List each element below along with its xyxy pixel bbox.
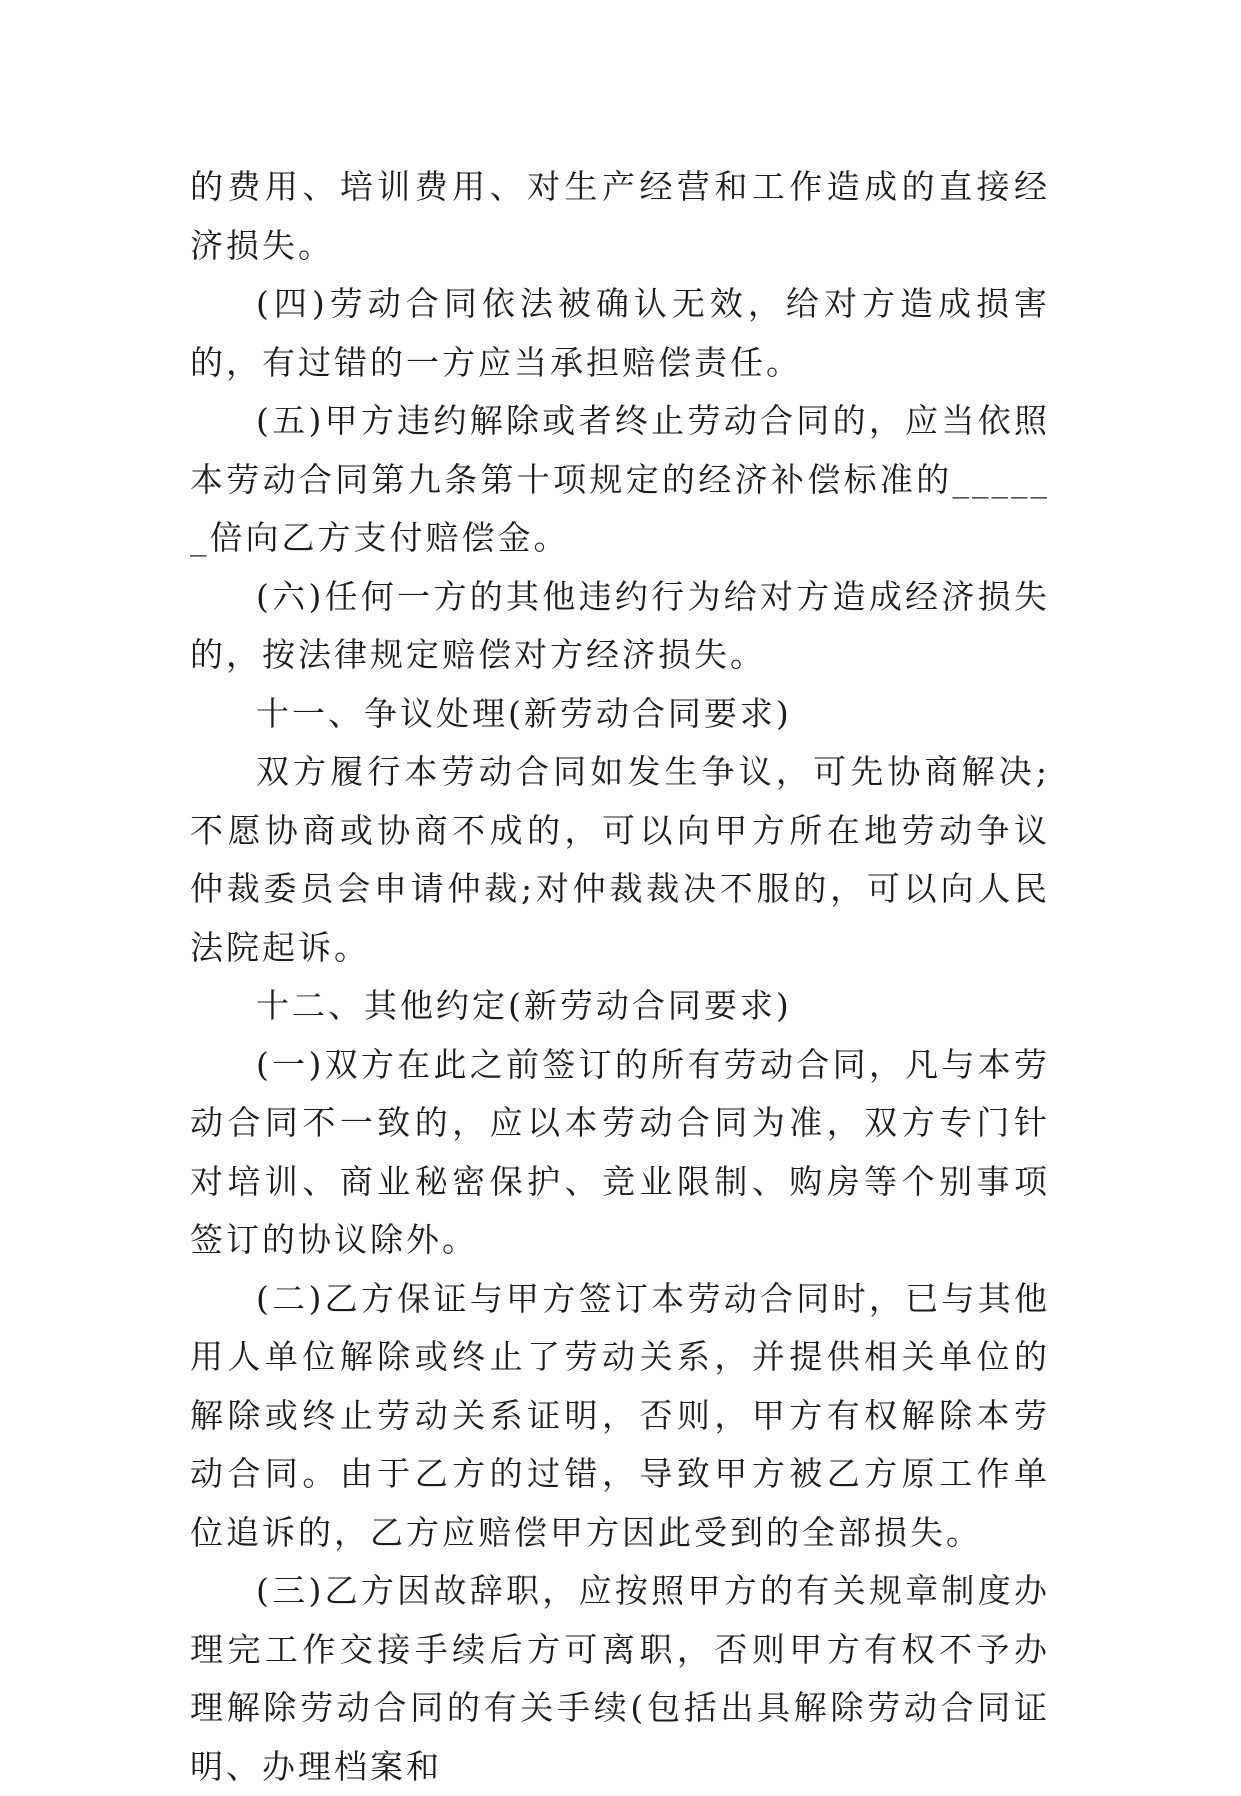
- paragraph-other-1: (一)双方在此之前签订的所有劳动合同，凡与本劳动合同不一致的，应以本劳动合同为准，双方专门针对培训、商业秘密保护、竞业限制、购房等个别事项签订的协议除外。: [190, 1044, 1050, 1259]
- paragraph-other-3: (三)乙方因故辞职，应按照甲方的有关规章制度办理完工作交接手续后方可离职，否则甲方有权不予办理解除劳动合同的有关手续(包括出具解除劳动合同证明、办理档案和: [190, 1571, 1050, 1786]
- paragraph-clause-6: (六)任何一方的其他违约行为给对方造成经济损失的，按法律规定赔偿对方经济损失。: [190, 576, 1050, 674]
- paragraph-clause-4: (四)劳动合同依法被确认无效，给对方造成损害的，有过错的一方应当承担赔偿责任。: [190, 284, 1050, 382]
- paragraph-other-2: (二)乙方保证与甲方签订本劳动合同时，已与其他用人单位解除或终止了劳动关系，并提供相关单位的解除或终止劳动关系证明，否则，甲方有权解除本劳动合同。由于乙方的过错，导致甲方被乙方原工作单位追诉的，乙方应赔偿甲方因此受到的全部损失。: [190, 1278, 1050, 1552]
- paragraph-clause-5: (五)甲方违约解除或者终止劳动合同的，应当依照本劳动合同第九条第十项规定的经济补偿标准的______倍向乙方支付赔偿金。: [190, 401, 1050, 557]
- section-heading-11: 十一、争议处理(新劳动合同要求): [256, 693, 792, 733]
- section-heading-12: 十二、其他约定(新劳动合同要求): [256, 986, 792, 1025]
- document-body: [190, 158, 1050, 1796]
- paragraph-dispute-resolution: 双方履行本劳动合同如发生争议，可先协商解决;不愿协商或协商不成的，可以向甲方所在地劳动争议仲裁委员会申请仲裁;对仲裁裁决不服的，可以向人民法院起诉。: [190, 752, 1050, 967]
- paragraph-costs-continuation: 的费用、培训费用、对生产经营和工作造成的直接经济损失。: [190, 167, 1050, 265]
